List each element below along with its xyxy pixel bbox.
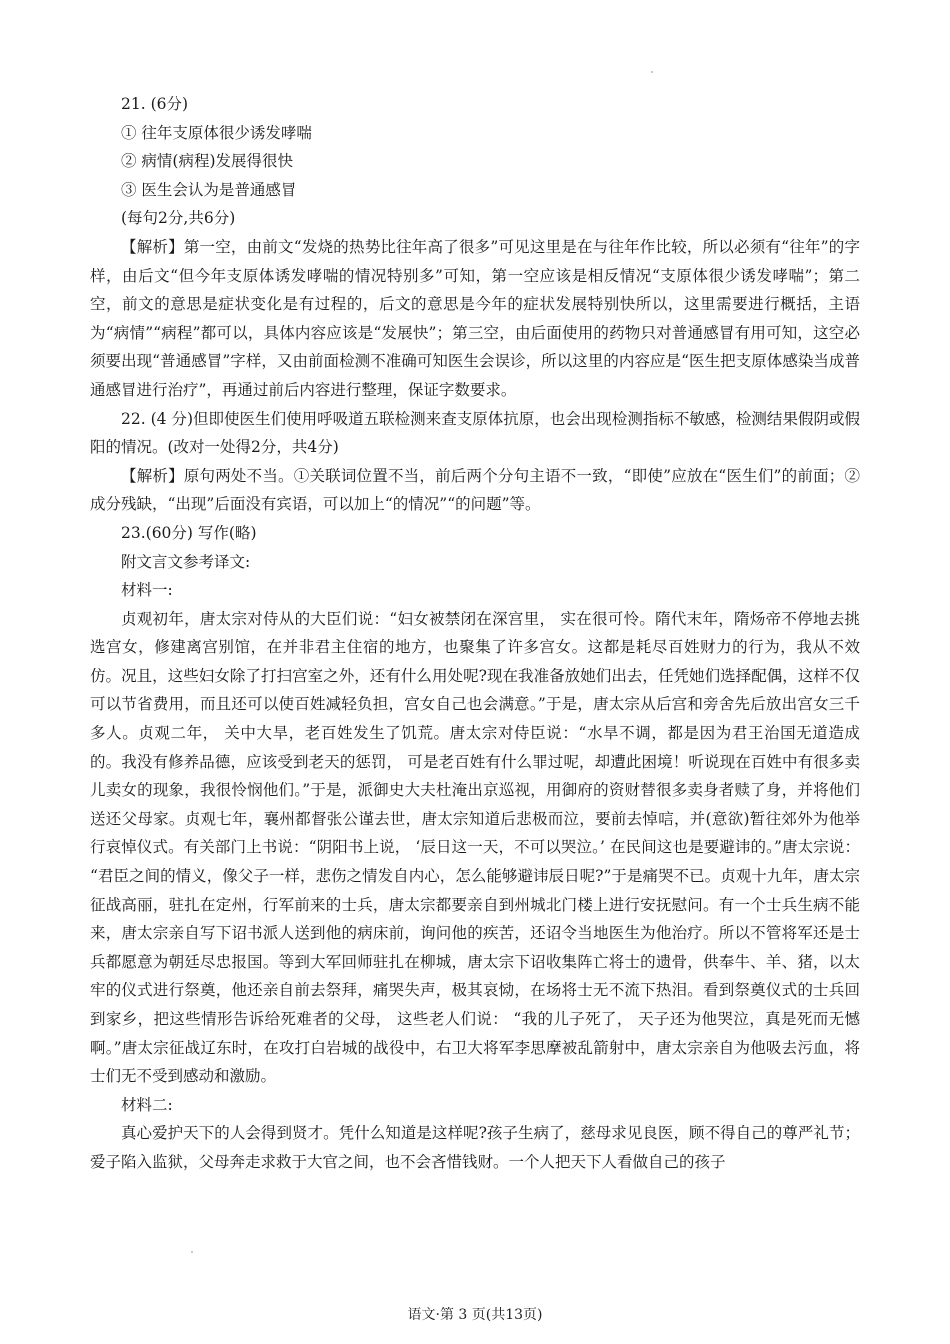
q21-analysis: 【解析】第一空，由前文“发烧的热势比往年高了很多”可见这里是在与往年作比较，所以必须有“往年”的字样，由后文“但今年支原体诱发哮喘的情况特别多”可知，第一空应该是相反情况“支原体很少诱发哮喘”；第二空，前文的意思是症状变化是有过程的，后文的意思是今年的症状发展特别快所以，这里需要进行概括，主语为“病情”“病程”都可以，具体内容应该是“发展快”；第三空，由后面使用的药物只对普通感冒有用可知，这空必须要出现“普通感冒”字样，又由前面检测不准确可知医生会误诊，所以这里的内容应是“医生把支原体感染当成普通感冒进行治疗”，再通过前后内容进行整理，保证字数要求。 [90, 237, 860, 399]
material-2-text: 真心爱护天下的人会得到贤才。凭什么知道是这样呢?孩子生病了，慈母求见良医，顾不得自己的尊严礼节；爱子陷入监狱，父母奔走求救于大官之间，也不会吝惜钱财。一个人把天下人看做自己的孩子 [90, 1124, 860, 1171]
appendix-heading: 附文言文参考译文: [121, 552, 251, 571]
q21-answer-2: ② 病情(病程)发展得很快 [121, 152, 294, 171]
q21-heading: 21. (6分) [121, 95, 189, 113]
q21-answer-1: ① 往年支原体很少诱发哮喘 [121, 123, 312, 142]
page-footer: 语文·第 3 页(共13页) [407, 1307, 543, 1323]
q21-answer-3: ③ 医生会认为是普通感冒 [121, 180, 297, 199]
answer-key-content [90, 90, 860, 1177]
material-1-text: 贞观初年，唐太宗对侍从的大臣们说：“妇女被禁闭在深宫里， 实在很可怜。隋代末年，隋炀帝不停地去挑选宫女，修建离宫别馆，在并非君主住宿的地方，也聚集了许多宫女。这都是耗尽百姓财力的行为，我从不效仿。况且，这些妇女除了打扫宫室之外，还有什么用处呢?现在我准备放她们出去，任凭她们选择配偶，这样不仅可以节省费用，而且还可以使百姓减轻负担，宫女自己也会满意。”于是，唐太宗从后宫和旁舍先后放出宫女三千多人。贞观二年， 关中大旱，老百姓发生了饥荒。唐太宗对侍臣说：“水旱不调，都是因为君王治国无道造成的。我没有修养品德，应该受到老天的惩罚， 可是老百姓有什么罪过呢，却遭此困境！听说现在百姓中有很多卖儿卖女的现象，我很怜悯他们。”于是，派御史大夫杜淹出京巡视，用御府的资财替很多卖身者赎了身，并将他们送还父母家。贞观七年，襄州都督张公谨去世，唐太宗知道后悲极而泣，要前去悼唁，并(意欲)暂往郊外为他举行哀悼仪式。有关部门上书说：“阴阳书上说， ‘辰日这一天，不可以哭泣。’ 在民间这也是要避讳的。”唐太宗说： “君臣之间的情义，像父子一样，悲伤之情发自内心，怎么能够避讳辰日呢?”于是痛哭不已。贞观十九年，唐太宗征战高丽，驻扎在定州，行军前来的士兵，唐太宗都要亲自到州城北门楼上进行安抚慰问。有一个士兵生病不能来，唐太宗亲自写下诏书派人送到他的病床前，询问他的疾苦，还诏令当地医生为他治疗。所以不管将军还是士兵都愿意为朝廷尽忠报国。等到大军回师驻扎在柳城，唐太宗下诏收集阵亡将士的遗骨，供奉牛、羊、猪，以太牢的仪式进行祭奠，他还亲自前去祭拜，痛哭失声，极其哀恸，在场将士无不流下热泪。看到祭奠仪式的士兵回到家乡，把这些情形告诉给死难者的父母， 这些老人们说： “我的儿子死了， 天子还为他哭泣，真是死而无憾啊。”唐太宗征战辽东时，在攻打白岩城的战役中，右卫大将军李思摩被乱箭射中，唐太宗亲自为他吸去污血，将士们无不受到感动和激励。 [90, 609, 860, 1086]
q22-answer: 22. (4 分)但即使医生们使用呼吸道五联检测来查支原体抗原，也会出现检测指标不敏感，检测结果假阴或假阳的情况。(改对一处得2分，共4分) [90, 409, 860, 457]
scan-speck [651, 71, 653, 73]
scan-speck [191, 1251, 193, 1253]
q22-analysis: 【解析】原句两处不当。①关联词位置不当，前后两个分句主语不一致，“即使”应放在“医生们”的前面；②成分残缺，“出现”后面没有宾语，可以加上“的情况”“的问题”等。 [90, 466, 860, 514]
q21-scoring: (每句2分,共6分) [121, 209, 236, 228]
material-1-label: 材料一: [121, 581, 173, 600]
q23-answer: 23.(60分) 写作(略) [121, 523, 257, 542]
material-2-label: 材料二: [121, 1095, 173, 1114]
